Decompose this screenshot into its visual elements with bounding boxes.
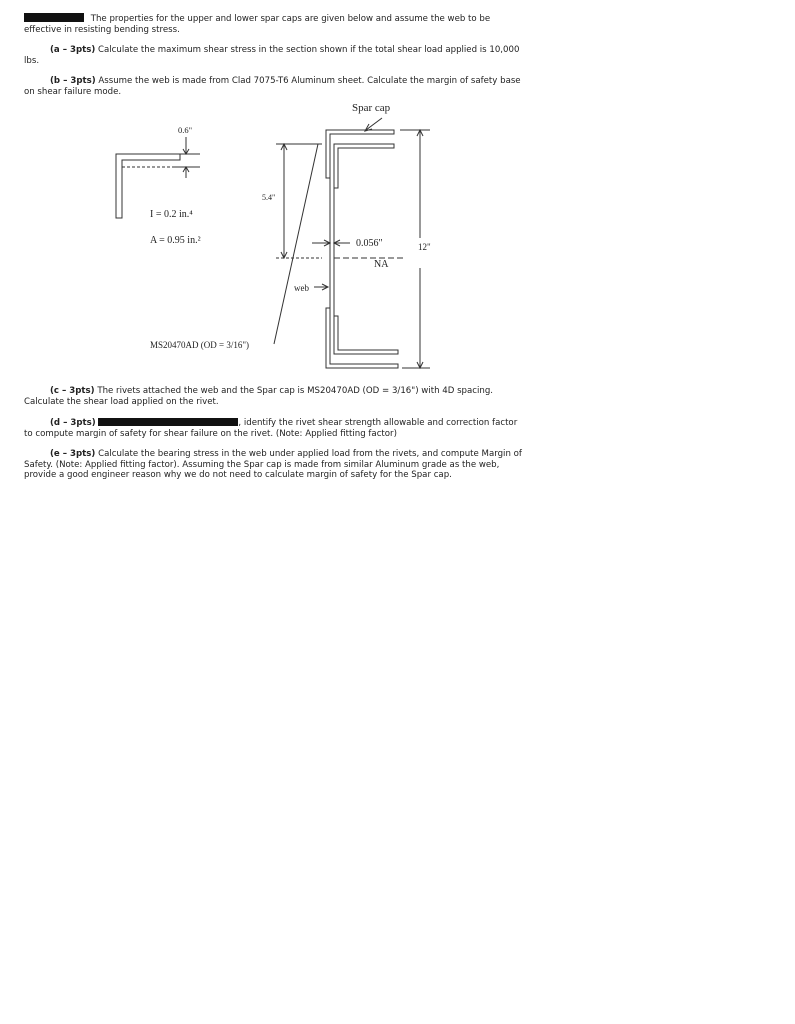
area-label: A = 0.95 in.² (150, 235, 201, 246)
part-a-label: (a – 3pts) (50, 45, 96, 55)
total-height-label: 12" (418, 242, 431, 252)
part-c-label: (c – 3pts) (50, 386, 95, 396)
part-e-text: Calculate the bearing stress in the web under applied load from the rivets, and compute Margin of Safety. (Note: Applied fitting factor). Assuming the Spar cap is made from similar Aluminum grade as the web, provide a good engineer reason why we do not need to calculate margin of safety for the Spar cap. (24, 449, 522, 481)
intro-paragraph (24, 13, 524, 35)
part-e-label: (e – 3pts) (50, 449, 96, 459)
part-a (24, 45, 524, 66)
part-a-text: Calculate the maximum shear stress in the section shown if the total shear load applied is 10,000 lbs. (24, 45, 520, 66)
part-d-label: (d – 3pts) (50, 418, 96, 428)
part-b-label: (b – 3pts) (50, 76, 96, 86)
moment-of-inertia-label: I = 0.2 in.⁴ (150, 209, 193, 220)
cap-profile-drawing (116, 137, 200, 218)
intro-text: The properties for the upper and lower spar caps are given below and assume the web to be effective in resisting bending stress. (24, 14, 491, 35)
cap-width-label: 0.6" (178, 125, 193, 135)
web-thickness-label: 0.056" (356, 238, 383, 249)
part-c-text: The rivets attached the web and the Spar cap is MS20470AD (OD = 3/16") with 4D spacing. Calculate the shear load applied on the rivet. (24, 386, 494, 407)
part-d (24, 418, 524, 439)
spar-cap-label: Spar cap (352, 102, 391, 114)
dimension-lines (274, 130, 430, 368)
web-label: web (294, 283, 309, 293)
cap-depth-label: 5.4" (262, 193, 276, 202)
part-d-text: , identify the rivet shear strength allowable and correction factor to compute margin of safety for shear failure on the rivet. (Note: Applied fitting factor) (24, 418, 518, 439)
redacted-mark (24, 13, 84, 22)
part-e (24, 449, 524, 481)
rivet-label: MS20470AD (OD = 3/16") (150, 340, 249, 350)
part-b (24, 76, 524, 97)
spar-cross-section-figure (0, 98, 530, 373)
part-c (24, 386, 524, 407)
redacted-mark (98, 418, 238, 426)
part-b-text: Assume the web is made from Clad 7075-T6 Aluminum sheet. Calculate the margin of safety base on shear failure mode. (24, 76, 521, 97)
neutral-axis-label: NA (374, 259, 389, 270)
